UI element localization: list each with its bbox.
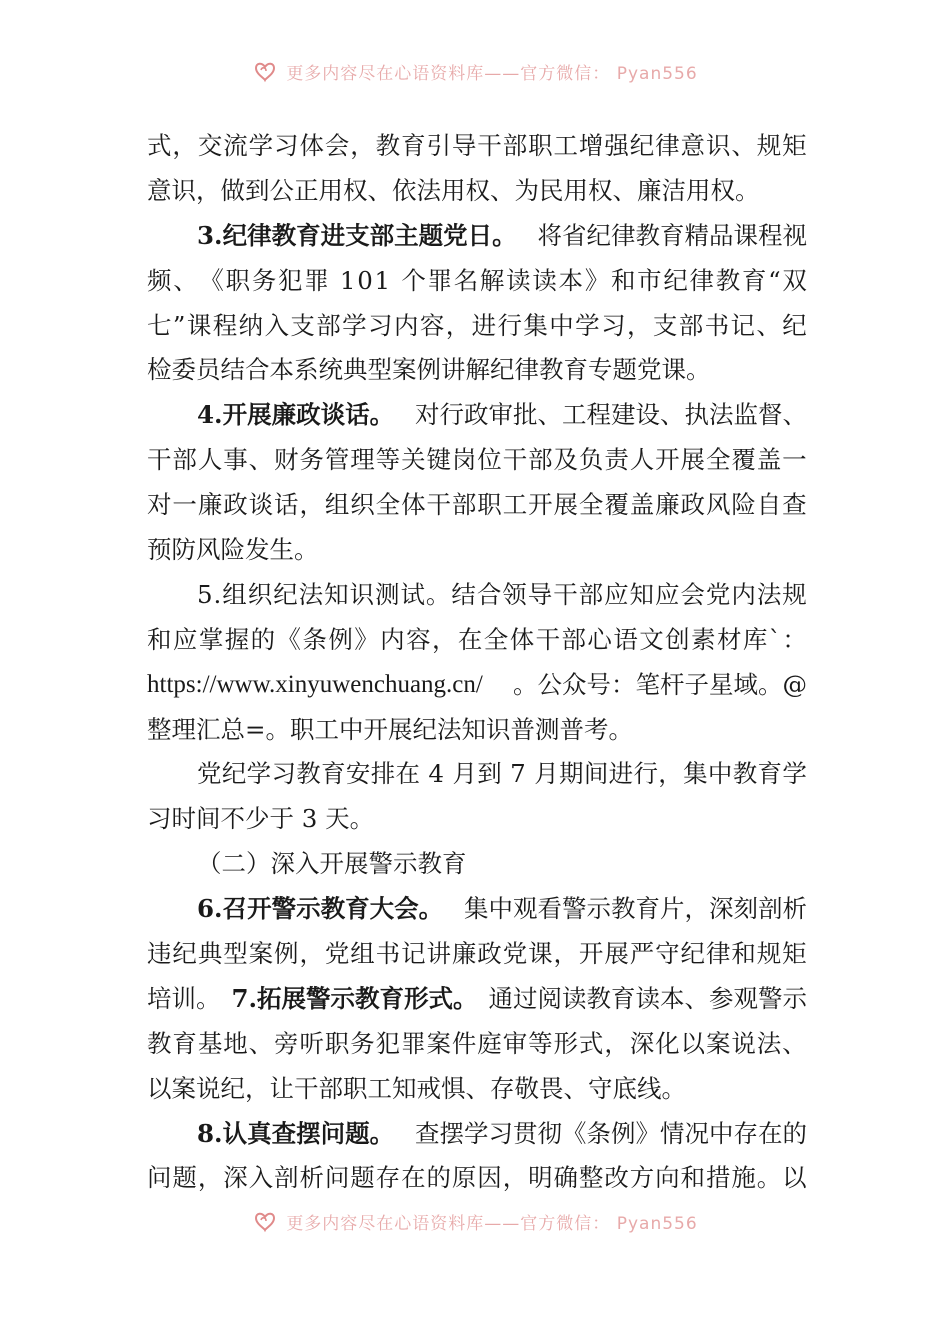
text-line: 整理汇总=。职工中开展纪法知识普测普考。 — [147, 714, 634, 744]
website-url: https://www.xinyuwenchuang.cn/ — [147, 670, 483, 698]
text-line: 干 部 人 事 、 财 务 管 理 等 关 键 岗 位 干 部 及 负 责 人 开 展 全 覆 盖 一 — [147, 445, 807, 475]
text-line: 式 ， 交 流 学 习 体 会 ， 教 育 引 导 干 部 职 工 增 强 纪 律 意 识 、 规 矩 — [147, 131, 807, 160]
text-line: 七 ” 课 程 纳 入 支 部 学 习 内 容 ， 进 行 集 中 学 习 ， 支 部 书 记 、 纪 — [147, 310, 807, 340]
text-line: https://www.xinyuwenchuang.cn/ 。公众号：笔杆子星域。@ — [147, 663, 807, 708]
item-heading: 4.开展廉政谈话。 — [197, 400, 395, 430]
watermark-text: 更多内容尽在心语资料库——官方微信： Pyan556 — [286, 63, 698, 84]
item-heading: 6.召开警示教育大会。 — [197, 894, 444, 924]
section-heading: （二）深入开展警示教育 — [197, 849, 467, 879]
text-line: 习时间不少于 3 天。 — [147, 804, 375, 834]
text-line: 8.认真查摆问题。 查摆学习贯彻《条例》情况中存在的 — [147, 1112, 807, 1157]
text-line: 频 、 《 职 务 犯 罪 1 0 1 个 罪 名 解 读 读 本 》 和 市 纪 律 教 育 “ 双 — [147, 265, 807, 295]
text-line: 教 育 基 地 、 旁 听 职 务 犯 罪 案 件 庭 审 等 形 式 ， 深 化 以 案 说 法 、 — [147, 1028, 807, 1058]
text-line: 4.开展廉政谈话。 对行政审批、工程建设、执法监督、 — [147, 393, 807, 438]
text-line: 和 应 掌 握 的 《 条 例 》 内 容 ， 在 全 体 干 部 心 语 文 创 素 材 库 ` ： — [147, 624, 807, 654]
text-line: 对 一 廉 政 谈 话 ， 组 织 全 体 干 部 职 工 开 展 全 覆 盖 廉 政 风 险 自 查 — [147, 490, 807, 520]
heart-swirl-logo-icon — [252, 58, 278, 84]
text-line: 意识，做到公正用权、依法用权、为民用权、廉洁用权。 — [147, 175, 760, 205]
header-watermark — [0, 56, 950, 86]
text-line: 3.纪律教育进支部主题党日。 将省纪律教育精品课程视 — [147, 214, 807, 259]
text-line: 预防风险发生。 — [147, 535, 319, 565]
text-line: 培训。 7.拓展警示教育形式。 通过阅读教育读本、参观警示 — [147, 977, 807, 1022]
text-line: 违 纪 典 型 案 例 ， 党 组 书 记 讲 廉 政 党 课 ， 开 展 严 守 纪 律 和 规 矩 — [147, 939, 807, 969]
text-line: 党 纪 学 习 教 育 安 排 在 4 月 到 7 月 期 间 进 行 ， 集 中 教 育 学 — [197, 759, 807, 789]
text-line: 检委员结合本系统典型案例讲解纪律教育专题党课。 — [147, 355, 711, 385]
text-line: 6.召开警示教育大会。 集中观看警示教育片，深刻剖析 — [147, 887, 807, 932]
heart-swirl-logo-icon — [252, 1208, 278, 1234]
footer-watermark — [0, 1206, 950, 1236]
item-heading: 7.拓展警示教育形式。 — [231, 983, 478, 1013]
text-line: 5 . 组 织 纪 法 知 识 测 试 。 结 合 领 导 干 部 应 知 应 会 党 内 法 规 — [197, 579, 807, 609]
watermark-text: 更多内容尽在心语资料库——官方微信： Pyan556 — [286, 1213, 698, 1234]
item-heading: 8.认真查摆问题。 — [197, 1118, 395, 1148]
text-line: 以案说纪，让干部职工知戒惧、存敬畏、守底线。 — [147, 1073, 686, 1103]
item-heading: 3.纪律教育进支部主题党日。 — [197, 220, 517, 250]
text-line: 问 题 ， 深 入 剖 析 问 题 存 在 的 原 因 ， 明 确 整 改 方 向 和 措 施 。 以 — [147, 1163, 807, 1193]
document-body — [147, 124, 807, 1201]
